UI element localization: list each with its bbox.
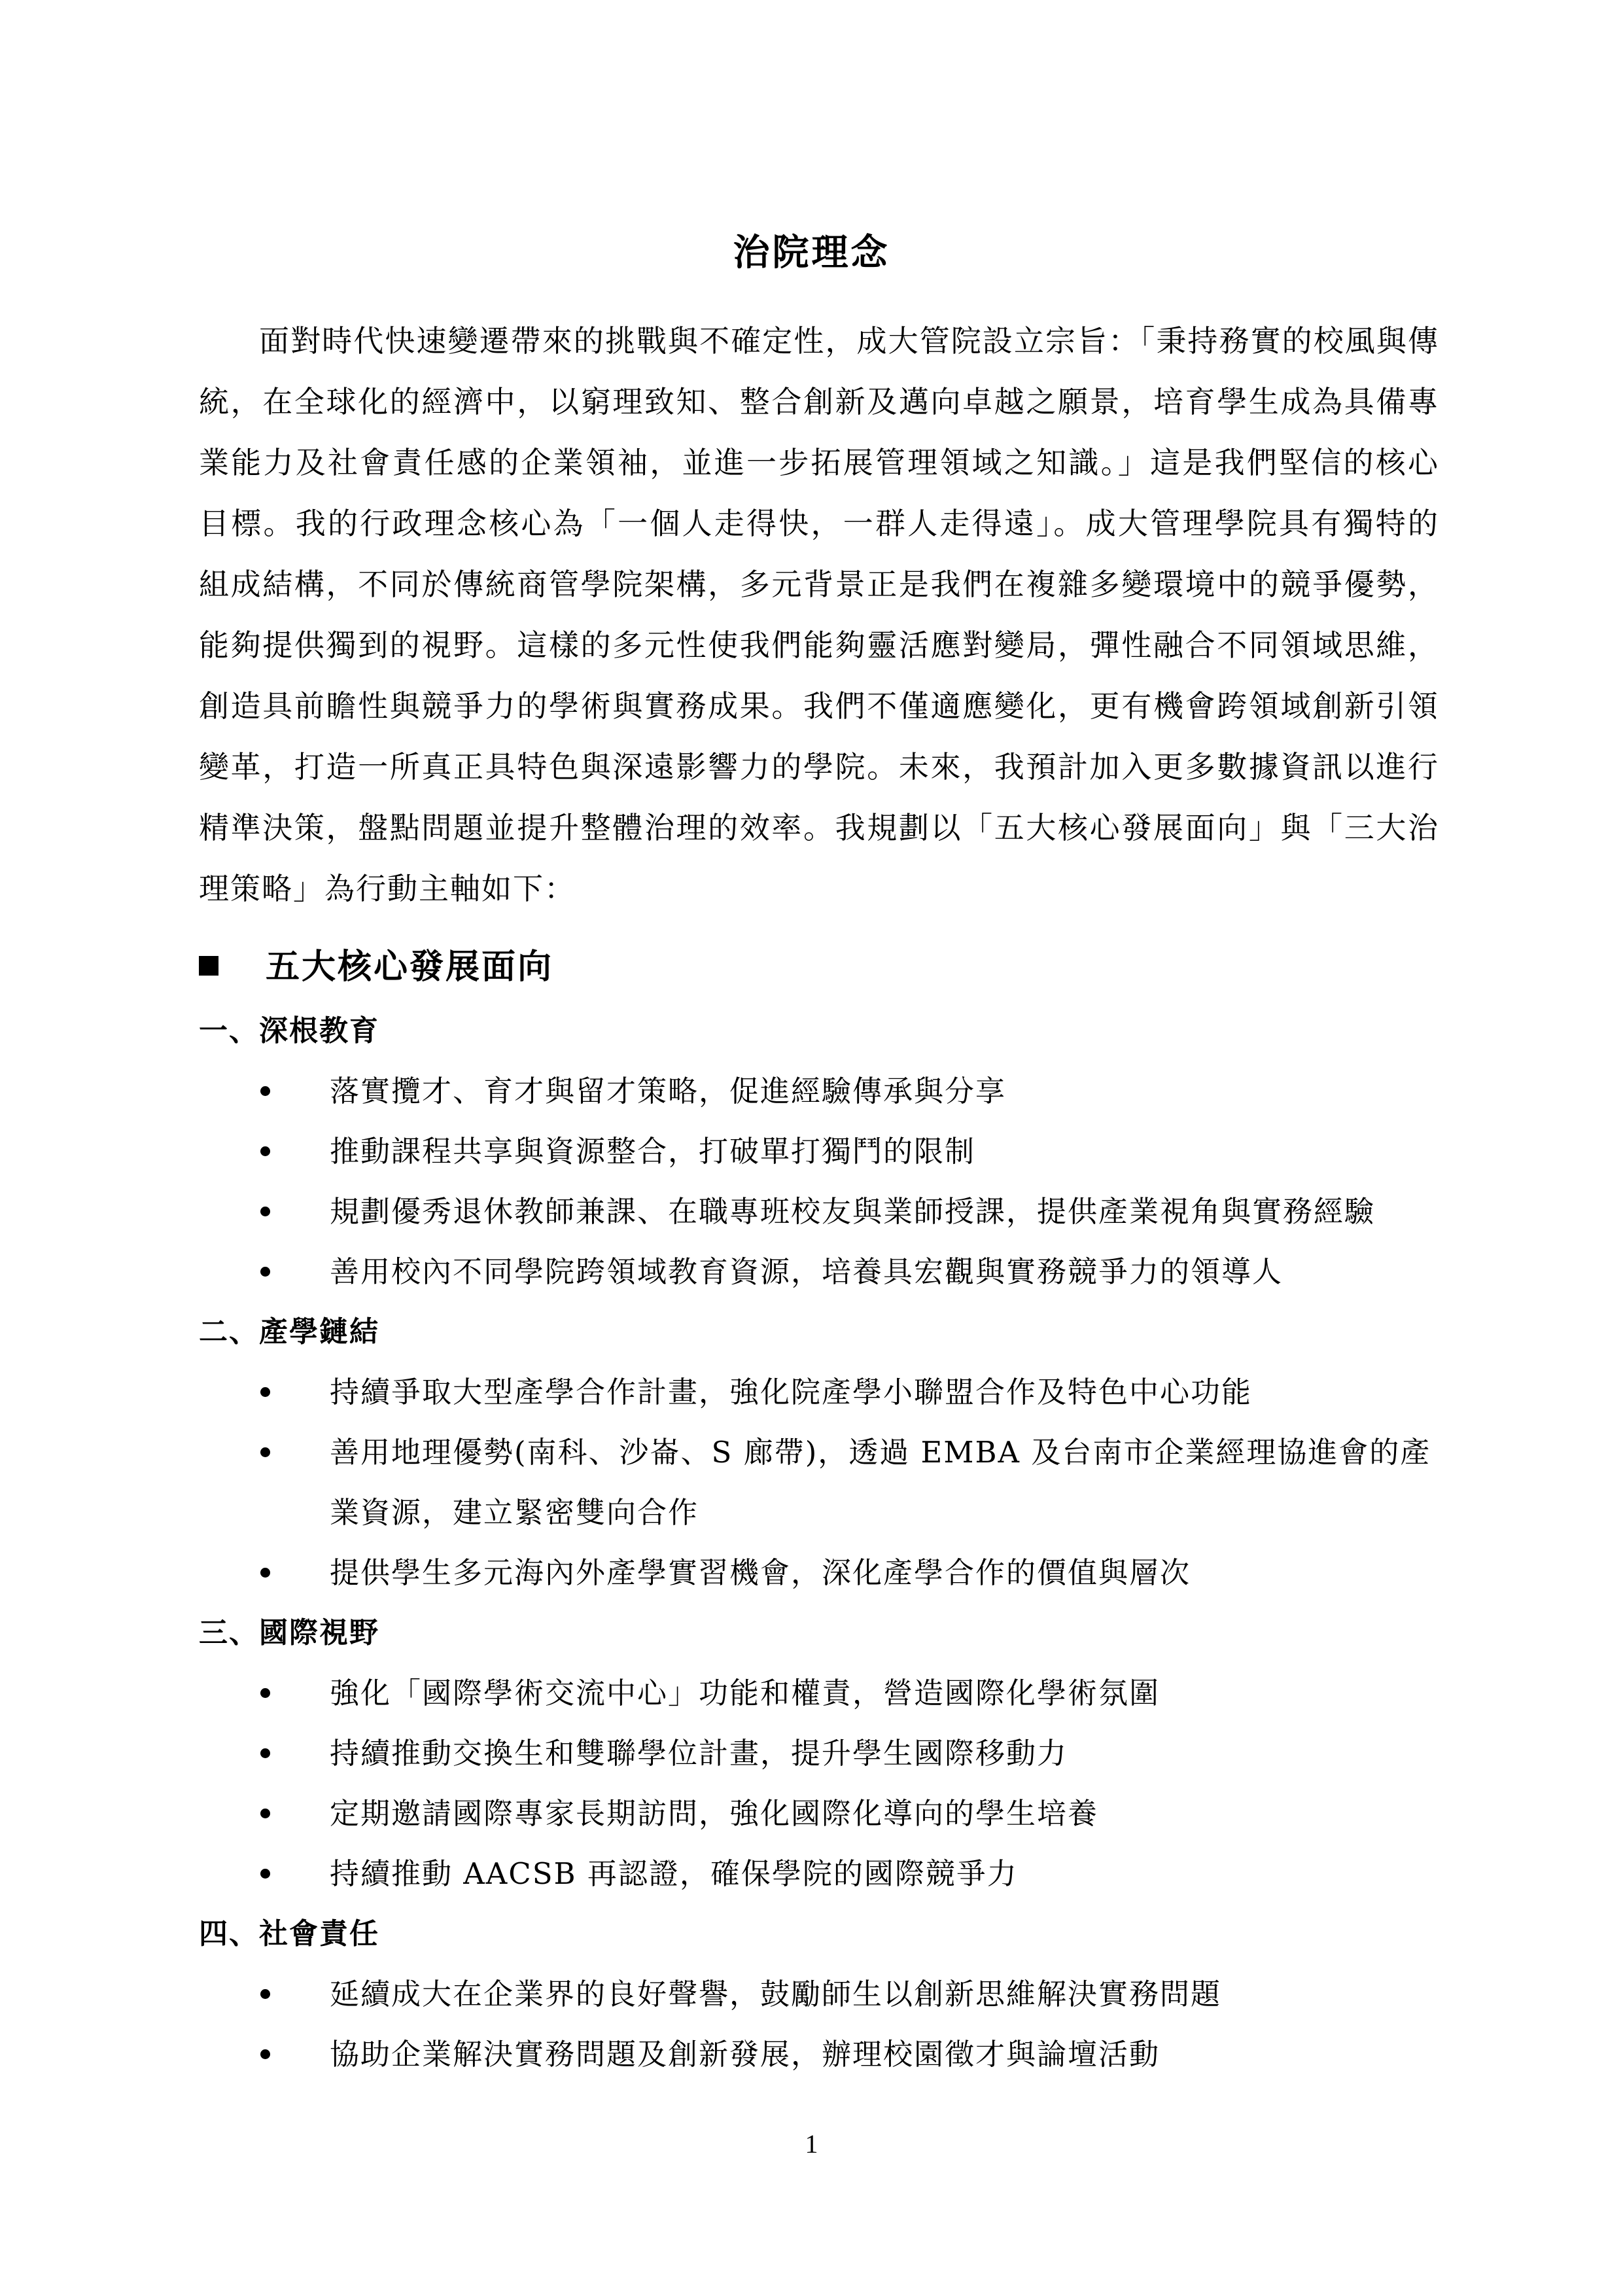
bullet-dot-icon (260, 1989, 270, 1999)
bullet-text: 協助企業解決實務問題及創新發展，辦理校園徵才與論壇活動 (330, 2037, 1161, 2072)
bullet-text: 持續推動交換生和雙聯學位計畫，提升學生國際移動力 (330, 1736, 1068, 1771)
bullet-dot-icon (260, 1568, 270, 1578)
bullet-text: 善用校內不同學院跨領域教育資源，培養具宏觀與實務競爭力的領導人 (330, 1254, 1283, 1289)
bullet-text: 強化「國際學術交流中心」功能和權責，營造國際化學術氛圍 (330, 1676, 1161, 1710)
bullet-text: 規劃優秀退休教師兼課、在職專班校友與業師授課，提供產業視角與實務經驗 (330, 1194, 1376, 1229)
bullet-text: 持續爭取大型產學合作計畫，強化院產學小聯盟合作及特色中心功能 (330, 1375, 1253, 1409)
bullet-dot-icon (260, 2049, 270, 2059)
bullet-item (199, 1061, 1439, 1122)
section-title: 四、社會責任 (199, 1917, 379, 1951)
bullet-list (199, 1362, 1439, 1603)
bullet-item (199, 1182, 1439, 1242)
section-title: 三、國際視野 (199, 1616, 379, 1650)
bullet-item (199, 1362, 1439, 1422)
bullet-item (199, 1964, 1439, 2024)
bullet-dot-icon (260, 1146, 270, 1156)
bullet-item (199, 1663, 1439, 1723)
document-title: 治院理念 (733, 231, 890, 274)
bullet-dot-icon (260, 1267, 270, 1277)
bullet-text: 延續成大在企業界的良好聲譽，鼓勵師生以創新思維解決實務問題 (330, 1977, 1222, 2011)
bullet-item (199, 1242, 1439, 1302)
bullet-text: 推動課程共享與資源整合，打破單打獨鬥的限制 (330, 1134, 976, 1169)
sections-container (199, 1001, 1439, 2085)
intro-paragraph: 面對時代快速變遷帶來的挑戰與不確定性，成大管院設立宗旨：「秉持務實的校風與傳統，在全球化的經濟中，以窮理致知、整合創新及邁向卓越之願景，培育學生成為具備專業能力及社會責任感的企業領袖，並進一步拓展管理領域之知識。」這是我們堅信的核心目標。我的行政理念核心為「一個人走得快，一群人走得遠」。成大管理學院具有獨特的組成結構，不同於傳統商管學院架構，多元背景正是我們在複雜多變環境中的競爭優勢，能夠提供獨到的視野。這樣的多元性使我們能夠靈活應對變局，彈性融合不同領域思維，創造具前瞻性與競爭力的學術與實務成果。我們不僅適應變化，更有機會跨領域創新引領變革，打造一所真正具特色與深遠影響力的學院。未來，我預計加入更多數據資訊以進行精準決策，盤點問題並提升整體治理的效率。我規劃以「五大核心發展面向」與「三大治理策略」為行動主軸如下： (199, 323, 1439, 906)
bullet-text: 定期邀請國際專家長期訪問，強化國際化導向的學生培養 (330, 1796, 1099, 1831)
bullet-text: 善用地理優勢(南科、沙崙、S 廊帶)，透過 EMBA 及台南市企業經理協進會的產業資源，建立緊密雙向合作 (330, 1435, 1431, 1530)
bullet-list (199, 1061, 1439, 1302)
bullet-text: 落實攬才、育才與留才策略，促進經驗傳承與分享 (330, 1074, 1007, 1108)
main-heading (199, 941, 553, 993)
square-bullet-icon (199, 956, 218, 976)
page-number: 1 (805, 2129, 818, 2159)
bullet-dot-icon (260, 1207, 270, 1216)
bullet-text: 提供學生多元海內外產學實習機會，深化產學合作的價值與層次 (330, 1555, 1191, 1590)
bullet-list (199, 1663, 1439, 1904)
bullet-dot-icon (260, 1748, 270, 1758)
bullet-dot-icon (260, 1809, 270, 1818)
bullet-item (199, 1543, 1439, 1603)
bullet-item (199, 1122, 1439, 1182)
bullet-list (199, 1964, 1439, 2085)
bullet-dot-icon (260, 1869, 270, 1879)
bullet-dot-icon (260, 1086, 270, 1096)
section-title: 二、產學鏈結 (199, 1315, 379, 1349)
bullet-dot-icon (260, 1447, 270, 1457)
bullet-item (199, 1844, 1439, 1904)
bullet-text: 持續推動 AACSB 再認證，確保學院的國際競爭力 (330, 1856, 1018, 1891)
bullet-dot-icon (260, 1688, 270, 1698)
main-heading-text: 五大核心發展面向 (266, 947, 554, 987)
bullet-item (199, 2024, 1439, 2085)
section-title: 一、深根教育 (199, 1014, 379, 1048)
bullet-dot-icon (260, 1387, 270, 1397)
bullet-item (199, 1723, 1439, 1784)
bullet-item (199, 1422, 1439, 1543)
bullet-item (199, 1784, 1439, 1844)
